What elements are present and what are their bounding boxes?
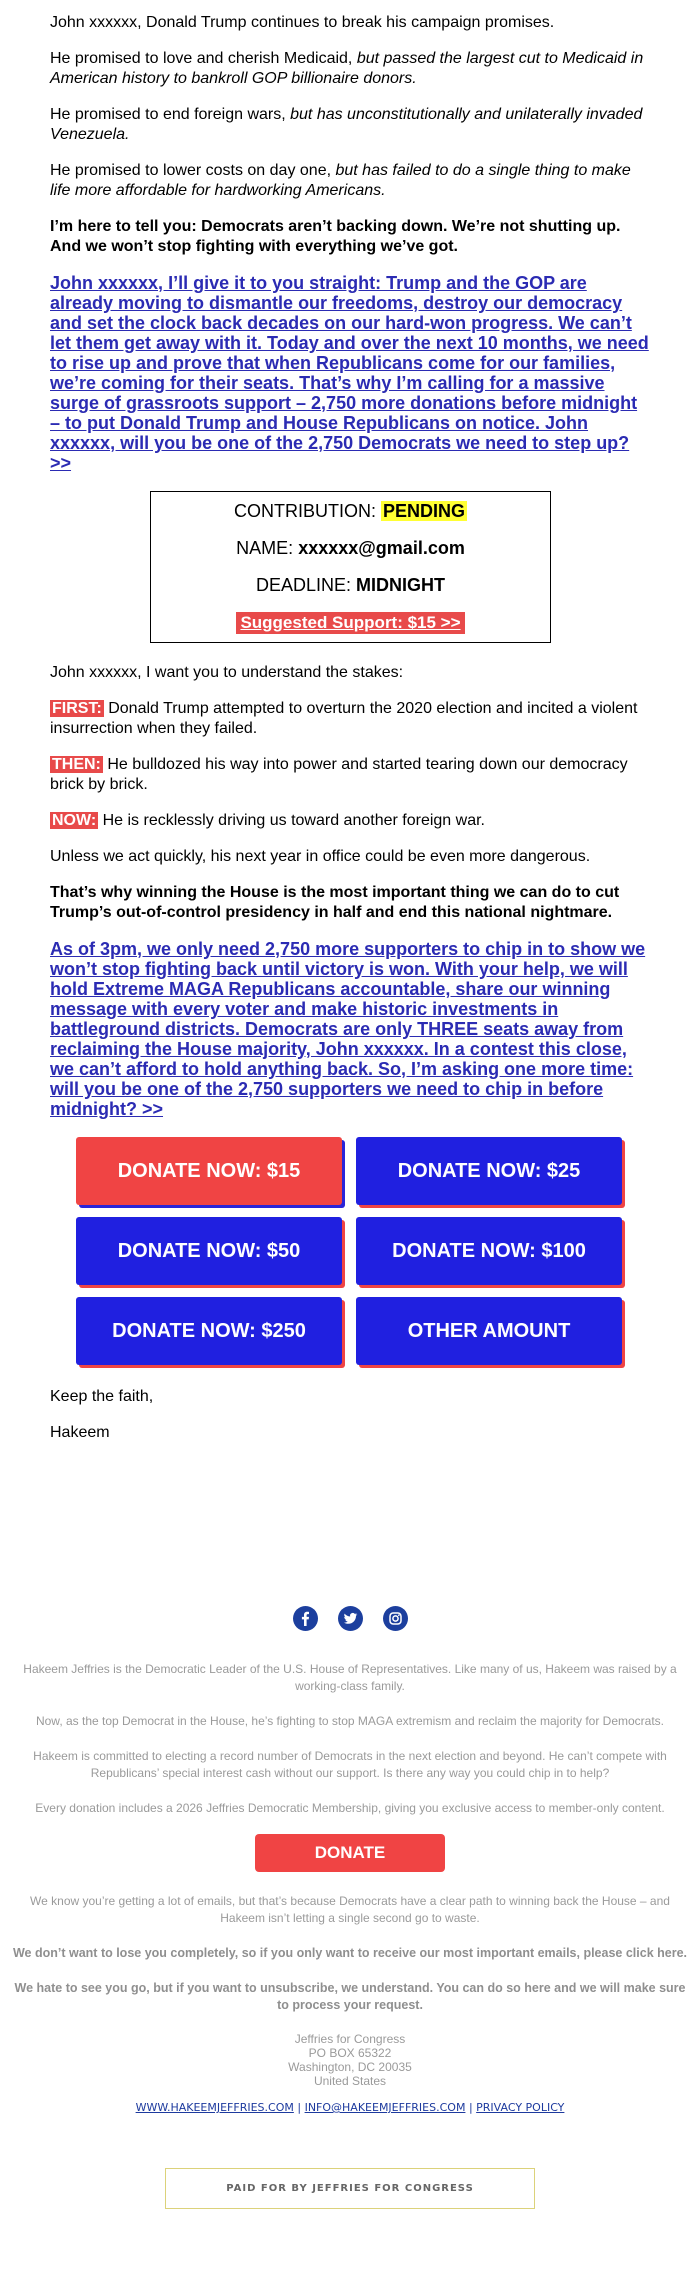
donate-appeal-link-1[interactable]: John xxxxxx, I’ll give it to you straight: Trump and the GOP are already moving to dismantle our freedoms, destroy our democracy and set the clock back decades on our hard-won progress. We can’t let them get away with it. Today and over the next 10 months, we need to rise up and prove that when Republicans come for our families, we’re coming for their seats. That’s why I’m calling for a massive surge of grassroots support – 2,750 more donations before midnight – to put Donald Trump and House Republicans on notice. John xxxxxx, will you be one of the 2,750 Democrats we need to step up? >> bbox=[50, 273, 649, 473]
footer-important-emails-link[interactable]: We don’t want to lose you completely, so if you only want to receive our most important emails, please click here. bbox=[12, 1946, 687, 1960]
footer-bio-3: Hakeem is committed to electing a record number of Democrats in the next election and beyond. He can’t compete with Republicans’ special interest cash without our support. Is there any way you could chip in to help? bbox=[33, 1749, 667, 1780]
contribution-status: CONTRIBUTION: PENDING bbox=[233, 501, 466, 521]
facebook-icon[interactable] bbox=[293, 1606, 318, 1631]
intro-paragraph-2: He promised to love and cherish Medicaid, but passed the largest cut to Medicaid in American history to bankroll GOP billionaire donors. bbox=[50, 50, 644, 87]
footer-bio-4: Every donation includes a 2026 Jeffries Democratic Membership, giving you exclusive access to member-only content. bbox=[35, 1801, 665, 1815]
website-link[interactable]: WWW.HAKEEMJEFFRIES.COM bbox=[135, 2101, 294, 2114]
stakes-intro: John xxxxxx, I want you to understand the stakes: bbox=[50, 664, 404, 681]
mailing-address: Jeffries for Congress PO BOX 65322 Washington, DC 20035 United States bbox=[288, 2032, 412, 2088]
donate-25-button[interactable]: DONATE NOW: $25 bbox=[356, 1137, 622, 1205]
donate-appeal-link-2[interactable]: As of 3pm, we only need 2,750 more supporters to chip in to show we won’t stop fighting back until victory is won. With your help, we will hold Extreme MAGA Republicans accountable, share our winning message with every voter and make historic investments in battleground districts. Democrats are only THREE seats away from reclaiming the House majority, John xxxxxx. In a contest this close, we can’t afford to hold anything back. So, I’m asking one more time: will you be one of the 2,750 supporters we need to chip in before midnight? >> bbox=[50, 939, 646, 1119]
footer-bio-2: Now, as the top Democrat in the House, he’s fighting to stop MAGA extremism and reclaim the majority for Democrats. bbox=[35, 1714, 665, 1728]
contribution-name: NAME: xxxxxx@gmail.com bbox=[236, 538, 465, 558]
footer-donate-button[interactable]: DONATE bbox=[255, 1834, 445, 1872]
stakes-bold-paragraph: That’s why winning the House is the most important thing we can do to cut Trump’s out-of-control presidency in half and end this national nightmare. bbox=[50, 884, 620, 921]
footer-emails-note: We know you’re getting a lot of emails, but that’s because Democrats have a clear path to winning back the House – and Hakeem isn’t letting a single second go to waste. bbox=[30, 1894, 670, 1925]
donate-15-button[interactable]: DONATE NOW: $15 bbox=[76, 1137, 342, 1205]
pending-badge: PENDING bbox=[383, 501, 466, 521]
footer-unsubscribe-link[interactable]: We hate to see you go, but if you want to unsubscribe, we understand. You can do so here and we will make sure to process your request. bbox=[14, 1981, 686, 2012]
footer-bio-1: Hakeem Jeffries is the Democratic Leader of the U.S. House of Representatives. Like many of us, Hakeem was raised by a working-class family. bbox=[23, 1662, 677, 1693]
then-tag: THEN: bbox=[52, 756, 101, 773]
intro-paragraph-1: John xxxxxx, Donald Trump continues to break his campaign promises. bbox=[50, 14, 555, 31]
stakes-unless: Unless we act quickly, his next year in office could be even more dangerous. bbox=[50, 848, 591, 865]
intro-bold-paragraph: I’m here to tell you: Democrats aren’t backing down. We’re not shutting up. And we won’t stop fighting with everything we’ve got. bbox=[50, 218, 621, 255]
instagram-icon[interactable] bbox=[383, 1606, 408, 1631]
signature-name: Hakeem bbox=[50, 1424, 110, 1441]
contribution-box bbox=[150, 491, 551, 643]
contribution-deadline: DEADLINE: MIDNIGHT bbox=[255, 575, 446, 595]
donate-250-button[interactable]: DONATE NOW: $250 bbox=[76, 1297, 342, 1365]
donate-50-button[interactable]: DONATE NOW: $50 bbox=[76, 1217, 342, 1285]
twitter-icon[interactable] bbox=[338, 1606, 363, 1631]
intro-paragraph-3: He promised to end foreign wars, but has unconstitutionally and unilaterally invaded Venezuela. bbox=[50, 106, 643, 143]
stakes-first: FIRST: Donald Trump attempted to overturn the 2020 election and incited a violent insurrection when they failed. bbox=[50, 700, 638, 737]
paid-for-disclaimer: PAID FOR BY JEFFRIES FOR CONGRESS bbox=[165, 2168, 535, 2209]
stakes-then: THEN: He bulldozed his way into power and started tearing down our democracy brick by brick. bbox=[50, 756, 628, 793]
intro-paragraph-4: He promised to lower costs on day one, but has failed to do a single thing to make life more affordable for hardworking Americans. bbox=[50, 162, 631, 199]
footer-links: WWW.HAKEEMJEFFRIES.COM | INFO@HAKEEMJEFFRIES.COM | PRIVACY POLICY bbox=[135, 2101, 565, 2114]
footer bbox=[0, 1606, 700, 2209]
stakes-now: NOW: He is recklessly driving us toward another foreign war. bbox=[52, 812, 485, 829]
other-amount-button[interactable]: OTHER AMOUNT bbox=[356, 1297, 622, 1365]
signoff-line: Keep the faith, bbox=[50, 1388, 154, 1405]
social-links bbox=[0, 1606, 700, 1631]
privacy-policy-link[interactable]: PRIVACY POLICY bbox=[476, 2101, 565, 2114]
suggested-support-button[interactable]: Suggested Support: $15 >> bbox=[236, 612, 464, 634]
email-link[interactable]: INFO@HAKEEMJEFFRIES.COM bbox=[304, 2101, 466, 2114]
first-tag: FIRST: bbox=[52, 700, 102, 717]
donate-button-grid bbox=[76, 1137, 650, 1365]
donate-100-button[interactable]: DONATE NOW: $100 bbox=[356, 1217, 622, 1285]
now-tag: NOW: bbox=[52, 812, 97, 829]
